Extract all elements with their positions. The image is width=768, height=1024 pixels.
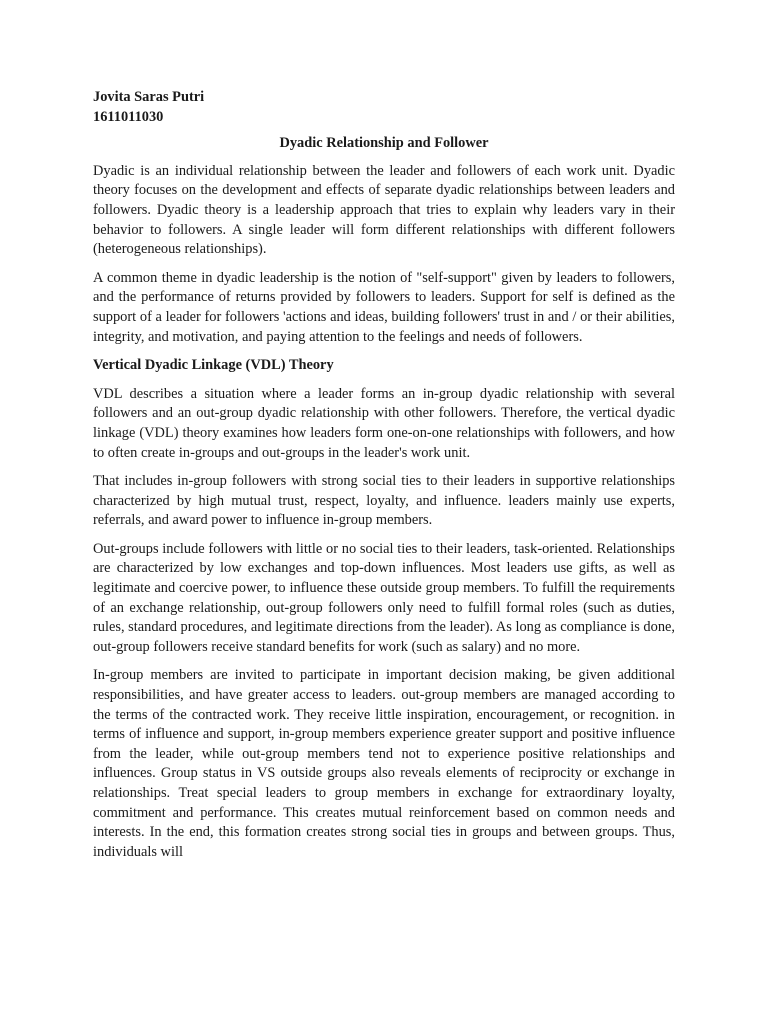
document-body: [93, 88, 675, 862]
paragraph-intro-2: A common theme in dyadic leadership is the notion of "self-support" given by leaders to followers, and the performance of returns provided by followers to leaders. Support for self is defined as the support of a leader for followers 'actions and ideas, building followers' trust in and / or their abilities, integrity, and motivation, and paying attention to the feelings and needs of followers.: [93, 269, 675, 345]
paragraph-vdl-1: VDL describes a situation where a leader forms an in-group dyadic relationship with several followers and an out-group dyadic relationship with other followers. Therefore, the vertical dyadic linkage (VDL) theory examines how leaders form one-on-one relationships with followers, and how to often create in-groups and out-groups in the leader's work unit.: [93, 385, 675, 461]
paragraph-vdl-2: That includes in-group followers with strong social ties to their leaders in supportive relationships characterized by high mutual trust, respect, loyalty, and influence. leaders mainly use experts, referrals, and award power to influence in-group members.: [93, 473, 675, 529]
section-heading-vdl: Vertical Dyadic Linkage (VDL) Theory: [93, 357, 334, 374]
paragraph-vdl-3: Out-groups include followers with little or no social ties to their leaders, task-oriented. Relationships are characterized by low exchanges and top-down influences. Most leaders use gifts, as well as legitimate and coercive power, to influence these outside group members. To fulfill the requirements of an exchange relationship, out-group followers only need to fulfill formal roles (such as duties, rules, standard procedures, and legitimate directions from the leader). As long as compliance is done, out-group followers receive standard benefits for work (such as salary) and no more.: [93, 540, 675, 655]
author-name: Jovita Saras Putri: [93, 89, 205, 105]
paragraph-intro-1: Dyadic is an individual relationship between the leader and followers of each work unit. Dyadic theory focuses on the development and effects of separate dyadic relationships between leaders and followers. Dyadic theory is a leadership approach that tries to explain why leaders vary in their behavior to followers. A single leader will form different relationships with different followers (heterogeneous relationships).: [93, 162, 675, 258]
paragraph-vdl-4: In-group members are invited to participate in important decision making, be given additional responsibilities, and have greater access to leaders. out-group members are managed according to the terms of the contracted work. They receive little inspiration, encouragement, or recognition. in terms of influence and support, in-group members experience greater support and positive influence from the leader, while out-group members tend not to experience positive relationships and influences. Group status in VS outside groups also reveals elements of reciprocity or exchange in relationships. Treat special leaders to group members in exchange for extraordinary loyalty, commitment and performance. This creates mutual reinforcement based on common needs and interests. In the end, this formation creates strong social ties in groups and between groups. Thus, individuals will: [93, 667, 675, 860]
student-id: 1611011030: [93, 108, 164, 125]
document-title: Dyadic Relationship and Follower: [279, 135, 489, 152]
